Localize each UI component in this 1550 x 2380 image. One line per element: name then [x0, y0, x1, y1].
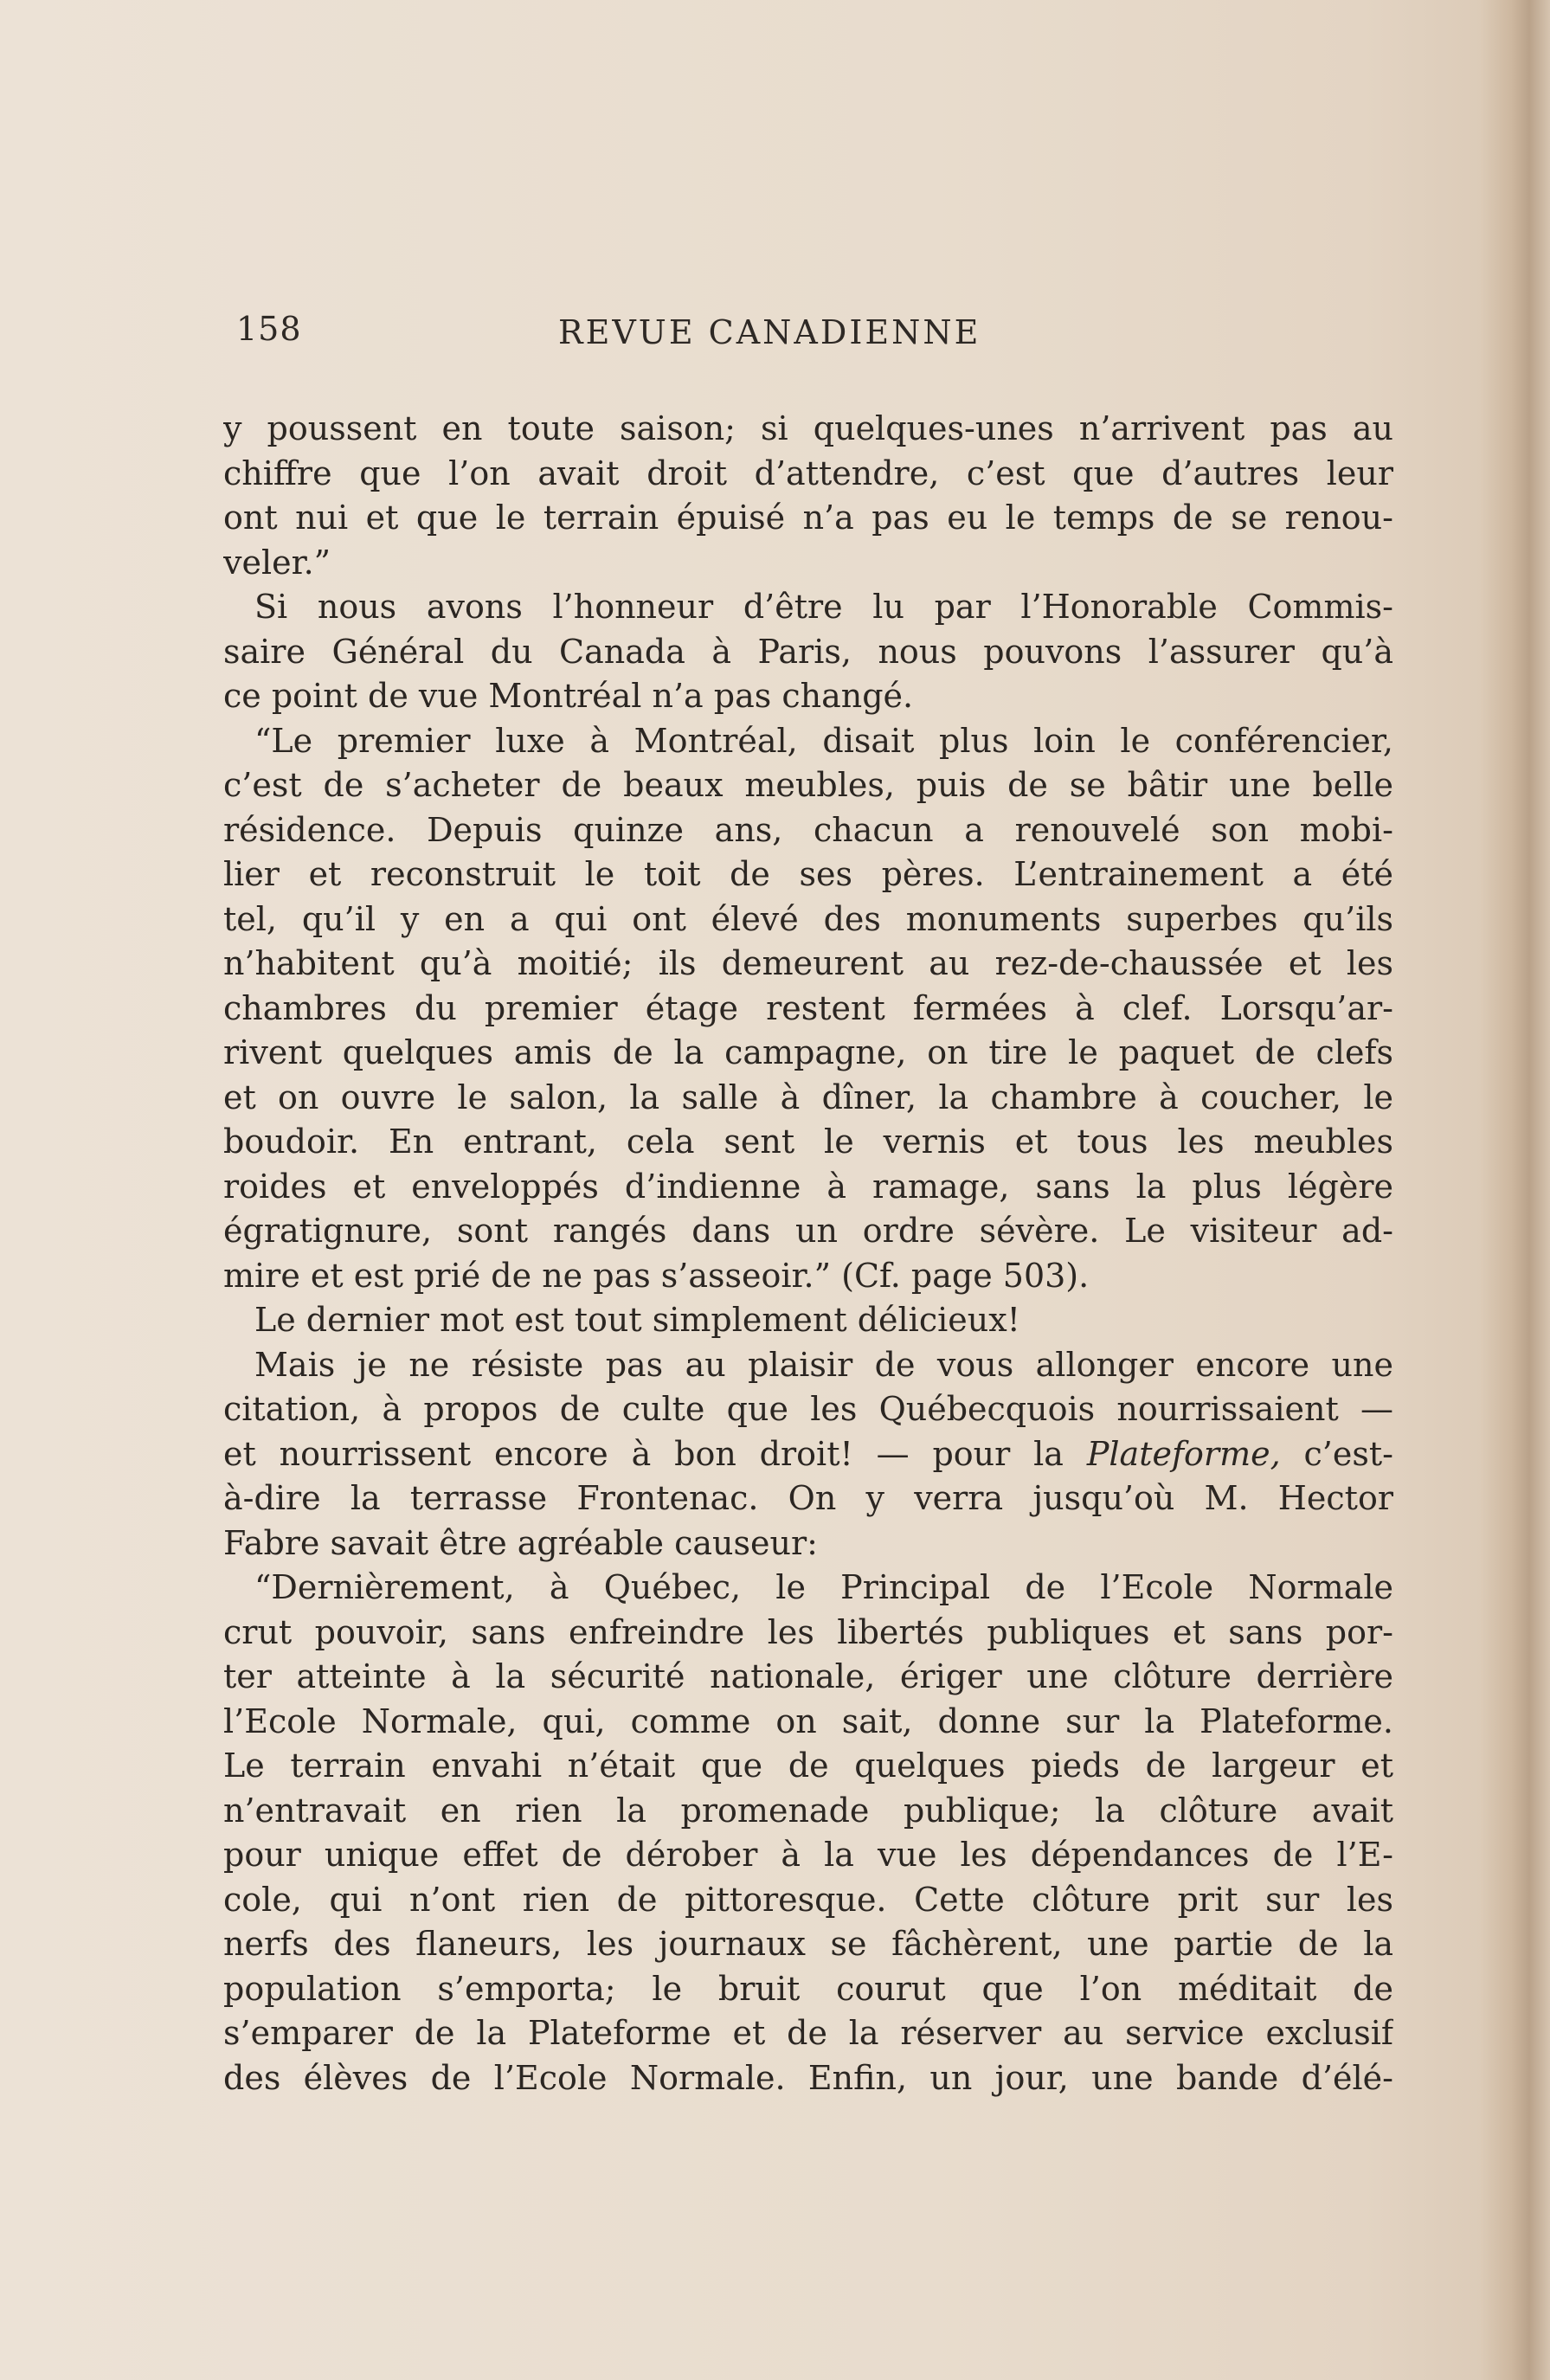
- text-line: cole, qui n’ont rien de pittoresque. Cette clôture prit sur les: [223, 1880, 1393, 1919]
- text-line: citation, à propos de culte que les Québecquois nourrissaient —: [223, 1390, 1393, 1428]
- text-line: des élèves de l’Ecole Normale. Enfin, un jour, une bande d’élé-: [223, 2058, 1393, 2097]
- text-line: résidence. Depuis quinze ans, chacun a renouvelé son mobi-: [223, 810, 1393, 849]
- text-line: nerfs des flaneurs, les journaux se fâchèrent, une partie de la: [223, 1925, 1393, 1963]
- text-line: et on ouvre le salon, la salle à dîner, la chambre à coucher, le: [223, 1077, 1393, 1116]
- paragraph-start-line: Si nous avons l’honneur d’être lu par l’Honorable Commis-: [254, 588, 1393, 626]
- text-line: c’est de s’acheter de beaux meubles, puis de se bâtir une belle: [223, 766, 1393, 804]
- text-line: Le terrain envahi n’était que de quelques pieds de largeur et: [223, 1746, 1393, 1785]
- text-line: veler.”: [223, 543, 331, 582]
- text-line: Fabre savait être agréable causeur:: [223, 1523, 818, 1562]
- text-line: ce point de vue Montréal n’a pas changé.: [223, 677, 914, 715]
- text-line: à-dire la terrasse Frontenac. On y verra jusqu’où M. Hector: [223, 1479, 1393, 1517]
- text-line: ter atteinte à la sécurité nationale, ériger une clôture derrière: [223, 1657, 1393, 1695]
- text-line: boudoir. En entrant, cela sent le vernis et tous les meubles: [223, 1122, 1393, 1161]
- text-segment: et nourrissent encore à bon droit! — pour la: [223, 1434, 1087, 1473]
- text-line: n’habitent qu’à moitié; ils demeurent au rez-de-chaussée et les: [223, 944, 1393, 982]
- text-line: n’entravait en rien la promenade publique; la clôture avait: [223, 1791, 1393, 1830]
- page-header: [221, 310, 1380, 362]
- text-line: chambres du premier étage restent fermées à clef. Lorsqu’ar-: [223, 988, 1393, 1027]
- paragraph-start-line: “Le premier luxe à Montréal, disait plus loin le conférencier,: [254, 721, 1393, 760]
- text-line: mire et est prié de ne pas s’asseoir.” (Cf. page 503).: [223, 1256, 1090, 1295]
- paragraph-start-line: Mais je ne résiste pas au plaisir de vous allonger encore une: [254, 1345, 1393, 1384]
- text-line: tel, qu’il y en a qui ont élevé des monuments superbes qu’ils: [223, 899, 1393, 938]
- text-segment: c’est-: [1280, 1434, 1393, 1473]
- text-line: lier et reconstruit le toit de ses pères. L’entrainement a été: [223, 855, 1393, 893]
- text-line: [223, 1432, 1393, 1477]
- text-line: l’Ecole Normale, qui, comme on sait, donne sur la Plateforme.: [223, 1701, 1393, 1740]
- page-number: 158: [236, 310, 302, 348]
- text-line: roides et enveloppés d’indienne à ramage, sans la plus légère: [223, 1167, 1393, 1206]
- paragraph-start-line: Le dernier mot est tout simplement délicieux!: [254, 1301, 1020, 1339]
- italic-term: Plateforme,: [1086, 1434, 1281, 1473]
- text-line: ont nui et que le terrain épuisé n’a pas eu le temps de se renou-: [223, 499, 1393, 537]
- page-gutter: [1481, 0, 1550, 2380]
- paragraph-start-line: “Dernièrement, à Québec, le Principal de l’Ecole Normale: [254, 1568, 1393, 1606]
- text-line: chiffre que l’on avait droit d’attendre, c’est que d’autres leur: [223, 453, 1393, 492]
- text-line: y poussent en toute saison; si quelques-unes n’arrivent pas au: [223, 409, 1393, 447]
- text-line: rivent quelques amis de la campagne, on tire le paquet de clefs: [223, 1033, 1393, 1071]
- text-line: s’emparer de la Plateforme et de la réserver au service exclusif: [223, 2014, 1393, 2052]
- body-text: [223, 407, 1393, 2100]
- text-line: pour unique effet de dérober à la vue les dépendances de l’E-: [223, 1836, 1393, 1874]
- text-line: égratignure, sont rangés dans un ordre sévère. Le visiteur ad-: [223, 1212, 1393, 1250]
- text-line: crut pouvoir, sans enfreindre les libertés publiques et sans por-: [223, 1612, 1393, 1651]
- text-line: saire Général du Canada à Paris, nous pouvons l’assurer qu’à: [223, 632, 1393, 671]
- running-title: REVUE CANADIENNE: [558, 313, 981, 351]
- text-line: population s’emporta; le bruit courut que l’on méditait de: [223, 1969, 1393, 2008]
